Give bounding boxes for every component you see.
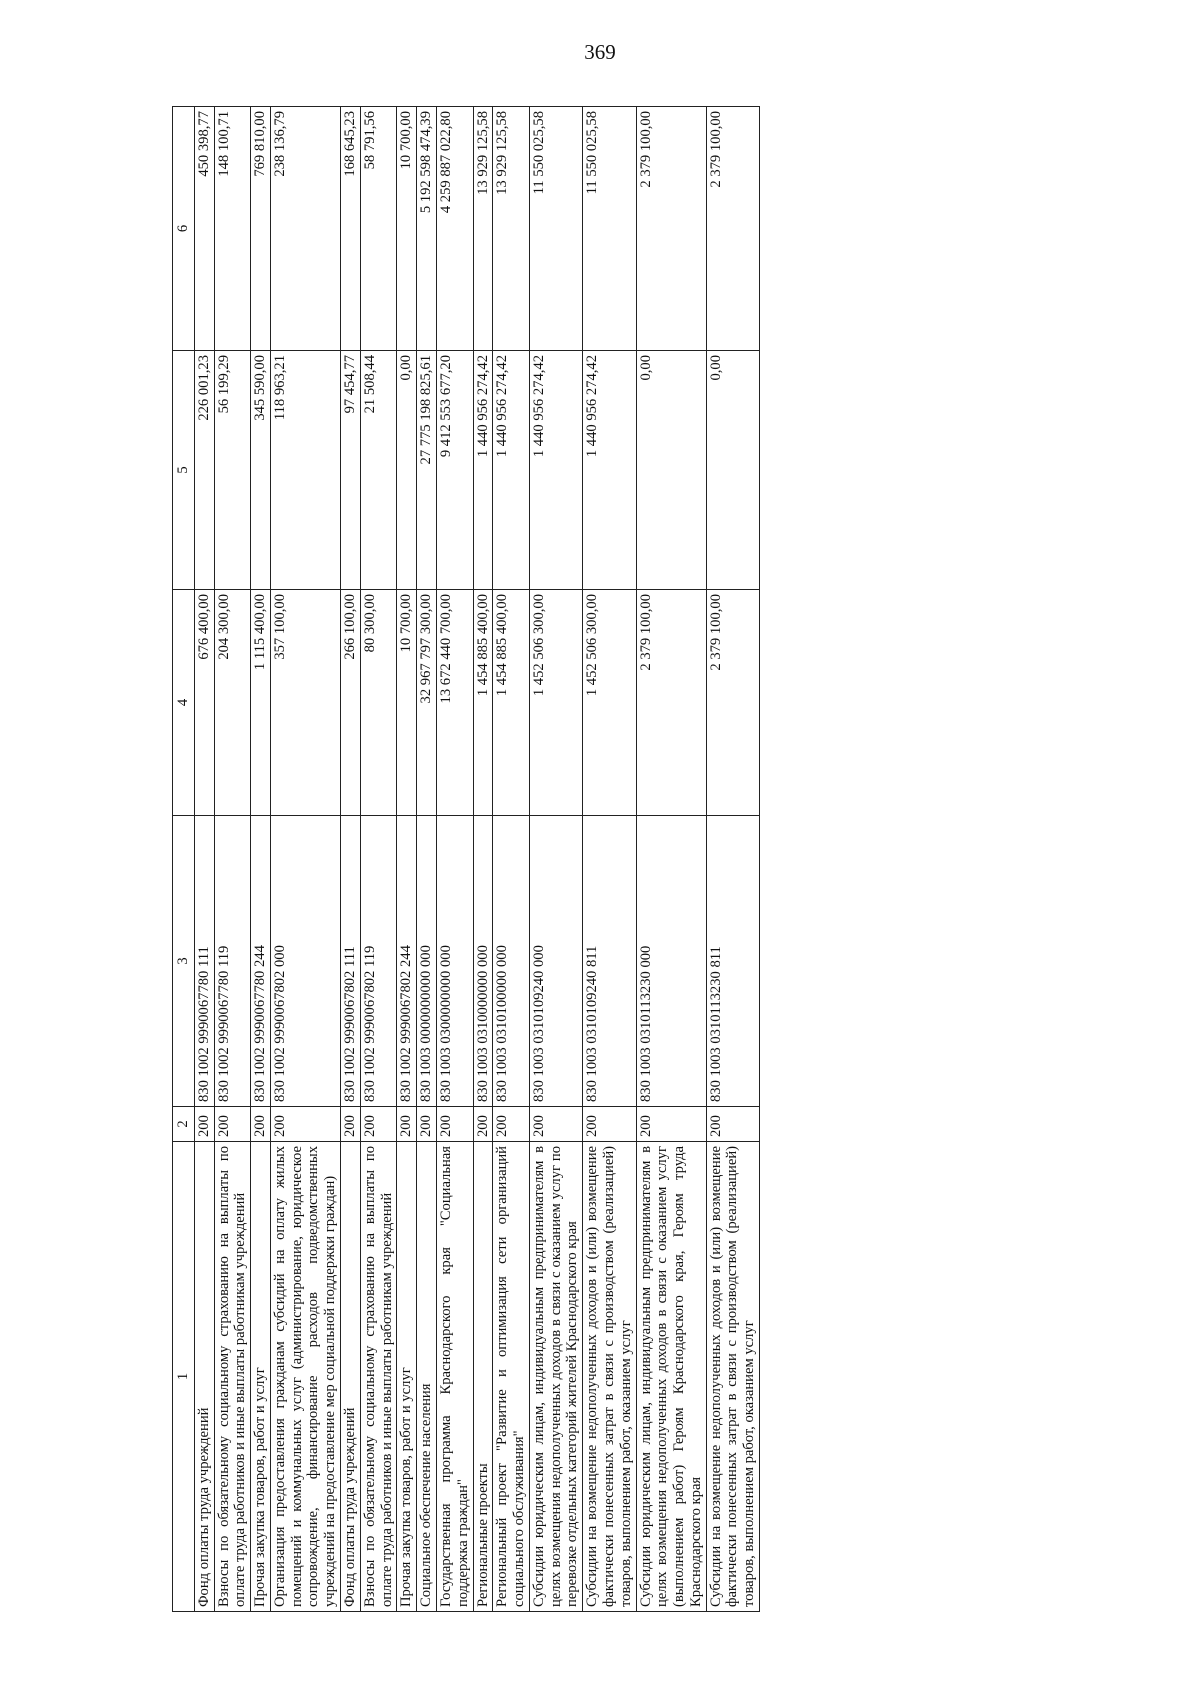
row-approved-cell: 1 452 506 300,00	[583, 590, 636, 816]
row-approved-cell: 676 400,00	[194, 590, 214, 816]
row-line-code-cell: 200	[417, 1107, 437, 1142]
table-row	[417, 107, 437, 1612]
row-name-cell: Социальное обеспечение населения	[417, 1142, 437, 1612]
row-executed-cell: 27 775 198 825,61	[417, 351, 437, 590]
row-approved-cell: 80 300,00	[360, 590, 397, 816]
row-classification-code-cell: 830 1002 9990067780 119	[214, 816, 251, 1107]
row-name-cell: Субсидии на возмещение недополученных доходов и (или) возмещение фактически понесенных затрат в связи с производством (реализацией) товаров, выполнением работ, оказанием услуг	[706, 1142, 759, 1612]
row-approved-cell: 2 379 100,00	[706, 590, 759, 816]
row-executed-cell: 0,00	[636, 351, 706, 590]
row-approved-cell: 1 454 885 400,00	[493, 590, 530, 816]
row-executed-cell: 1 440 956 274,42	[493, 351, 530, 590]
table-row	[194, 107, 214, 1612]
table-row	[529, 107, 582, 1612]
table-header-row	[173, 107, 195, 1612]
row-approved-cell: 357 100,00	[270, 590, 340, 816]
row-name-cell: Взносы по обязательному социальному страхованию на выплаты по оплате труда работников и иные выплаты работникам учреждений	[214, 1142, 251, 1612]
row-line-code-cell: 200	[360, 1107, 397, 1142]
row-approved-cell: 1 454 885 400,00	[473, 590, 493, 816]
row-line-code-cell: 200	[397, 1107, 417, 1142]
row-classification-code-cell: 830 1003 0310113230 811	[706, 816, 759, 1107]
rotated-table-container	[172, 107, 1044, 1612]
row-executed-cell: 0,00	[706, 351, 759, 590]
row-line-code-cell: 200	[251, 1107, 271, 1142]
row-unexecuted-cell: 2 379 100,00	[706, 107, 759, 351]
row-approved-cell: 2 379 100,00	[636, 590, 706, 816]
row-unexecuted-cell: 11 550 025,58	[583, 107, 636, 351]
table-row	[214, 107, 251, 1612]
row-classification-code-cell: 830 1003 0310113230 000	[636, 816, 706, 1107]
column-header-executed: 5	[173, 351, 195, 590]
row-classification-code-cell: 830 1003 0300000000 000	[436, 816, 473, 1107]
table-row	[473, 107, 493, 1612]
row-classification-code-cell: 830 1002 9990067802 111	[341, 816, 361, 1107]
table-row	[360, 107, 397, 1612]
row-line-code-cell: 200	[194, 1107, 214, 1142]
column-header-approved: 4	[173, 590, 195, 816]
row-classification-code-cell: 830 1002 9990067802 244	[397, 816, 417, 1107]
column-header-line-code: 2	[173, 1107, 195, 1142]
row-approved-cell: 266 100,00	[341, 590, 361, 816]
row-line-code-cell: 200	[706, 1107, 759, 1142]
table-row	[436, 107, 473, 1612]
row-classification-code-cell: 830 1003 0310100000 000	[493, 816, 530, 1107]
row-approved-cell: 1 115 400,00	[251, 590, 271, 816]
row-unexecuted-cell: 10 700,00	[397, 107, 417, 351]
row-name-cell: Взносы по обязательному социальному страхованию на выплаты по оплате труда работников и иные выплаты работникам учреждений	[360, 1142, 397, 1612]
row-name-cell: Региональные проекты	[473, 1142, 493, 1612]
row-classification-code-cell: 830 1003 0310109240 000	[529, 816, 582, 1107]
table-row	[270, 107, 340, 1612]
row-line-code-cell: 200	[436, 1107, 473, 1142]
budget-execution-table	[172, 106, 760, 1612]
row-approved-cell: 1 452 506 300,00	[529, 590, 582, 816]
table-row	[493, 107, 530, 1612]
row-line-code-cell: 200	[493, 1107, 530, 1142]
row-line-code-cell: 200	[636, 1107, 706, 1142]
row-unexecuted-cell: 4 259 887 022,80	[436, 107, 473, 351]
table-row	[251, 107, 271, 1612]
table-row	[636, 107, 706, 1612]
column-header-unexecuted: 6	[173, 107, 195, 351]
row-unexecuted-cell: 238 136,79	[270, 107, 340, 351]
row-executed-cell: 21 508,44	[360, 351, 397, 590]
row-unexecuted-cell: 2 379 100,00	[636, 107, 706, 351]
row-classification-code-cell: 830 1003 0000000000 000	[417, 816, 437, 1107]
row-unexecuted-cell: 450 398,77	[194, 107, 214, 351]
row-name-cell: Субсидии юридическим лицам, индивидуальным предпринимателям в целях возмещения недополученных доходов в связи с оказанием услуг (выполнением работ) Героям Краснодарского края, Героям труда Краснодарского края	[636, 1142, 706, 1612]
row-executed-cell: 226 001,23	[194, 351, 214, 590]
column-header-name: 1	[173, 1142, 195, 1612]
row-executed-cell: 9 412 553 677,20	[436, 351, 473, 590]
table-row	[583, 107, 636, 1612]
row-classification-code-cell: 830 1003 0310109240 811	[583, 816, 636, 1107]
row-executed-cell: 1 440 956 274,42	[529, 351, 582, 590]
row-classification-code-cell: 830 1002 9990067780 111	[194, 816, 214, 1107]
row-name-cell: Фонд оплаты труда учреждений	[341, 1142, 361, 1612]
table-row	[706, 107, 759, 1612]
row-classification-code-cell: 830 1003 0310000000 000	[473, 816, 493, 1107]
row-executed-cell: 97 454,77	[341, 351, 361, 590]
row-classification-code-cell: 830 1002 9990067780 244	[251, 816, 271, 1107]
row-name-cell: Субсидии на возмещение недополученных доходов и (или) возмещение фактически понесенных затрат в связи с производством (реализацией) товаров, выполнением работ, оказанием услуг	[583, 1142, 636, 1612]
row-name-cell: Государственная программа Краснодарского края "Социальная поддержка граждан"	[436, 1142, 473, 1612]
row-line-code-cell: 200	[214, 1107, 251, 1142]
table-row	[397, 107, 417, 1612]
row-unexecuted-cell: 13 929 125,58	[493, 107, 530, 351]
row-unexecuted-cell: 5 192 598 474,39	[417, 107, 437, 351]
row-unexecuted-cell: 769 810,00	[251, 107, 271, 351]
row-approved-cell: 204 300,00	[214, 590, 251, 816]
row-line-code-cell: 200	[583, 1107, 636, 1142]
row-name-cell: Субсидии юридическим лицам, индивидуальным предпринимателям в целях возмещения недополученных доходов в связи с оказанием услуг по перевозке отдельных категорий жителей Краснодарского края	[529, 1142, 582, 1612]
row-line-code-cell: 200	[529, 1107, 582, 1142]
row-line-code-cell: 200	[473, 1107, 493, 1142]
row-unexecuted-cell: 13 929 125,58	[473, 107, 493, 351]
row-classification-code-cell: 830 1002 9990067802 119	[360, 816, 397, 1107]
row-line-code-cell: 200	[341, 1107, 361, 1142]
row-executed-cell: 0,00	[397, 351, 417, 590]
page-number: 369	[584, 40, 616, 64]
row-executed-cell: 118 963,21	[270, 351, 340, 590]
row-executed-cell: 1 440 956 274,42	[473, 351, 493, 590]
row-name-cell: Прочая закупка товаров, работ и услуг	[397, 1142, 417, 1612]
row-name-cell: Фонд оплаты труда учреждений	[194, 1142, 214, 1612]
row-name-cell: Региональный проект "Развитие и оптимизация сети организаций социального обслуживания"	[493, 1142, 530, 1612]
column-header-classification-code: 3	[173, 816, 195, 1107]
row-name-cell: Прочая закупка товаров, работ и услуг	[251, 1142, 271, 1612]
row-unexecuted-cell: 58 791,56	[360, 107, 397, 351]
row-executed-cell: 1 440 956 274,42	[583, 351, 636, 590]
row-classification-code-cell: 830 1002 9990067802 000	[270, 816, 340, 1107]
row-unexecuted-cell: 148 100,71	[214, 107, 251, 351]
row-approved-cell: 13 672 440 700,00	[436, 590, 473, 816]
row-approved-cell: 10 700,00	[397, 590, 417, 816]
row-line-code-cell: 200	[270, 1107, 340, 1142]
row-unexecuted-cell: 168 645,23	[341, 107, 361, 351]
row-executed-cell: 56 199,29	[214, 351, 251, 590]
row-unexecuted-cell: 11 550 025,58	[529, 107, 582, 351]
row-approved-cell: 32 967 797 300,00	[417, 590, 437, 816]
table-row	[341, 107, 361, 1612]
row-executed-cell: 345 590,00	[251, 351, 271, 590]
row-name-cell: Организация предоставления гражданам субсидий на оплату жилых помещений и коммунальных услуг (администрирование, юридическое сопровождение, финансирование расходов подведомственных учреждений на предоставление мер социальной поддержки граждан)	[270, 1142, 340, 1612]
